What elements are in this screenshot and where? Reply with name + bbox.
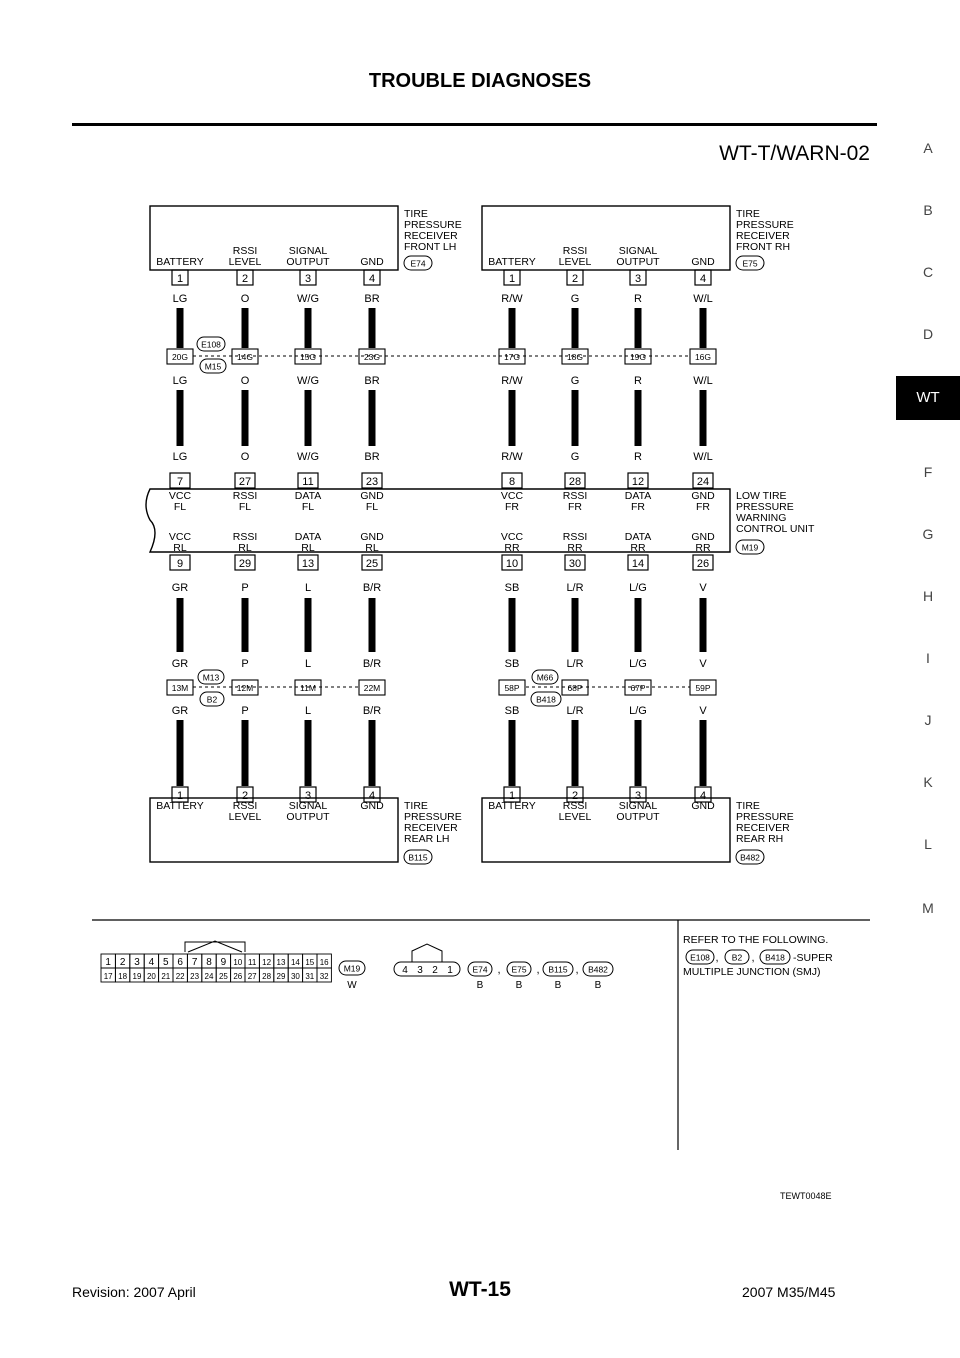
receiver-pin-label: LEVEL [558,811,592,823]
wire-color-label: O [240,451,250,463]
wire [242,720,249,786]
m19-pin-label: 18 [118,972,128,981]
control-unit-pin-label: GND [360,490,384,502]
wire [369,308,376,348]
control-unit-pin-label: RSSI [562,531,588,543]
section-index-c[interactable]: C [922,264,934,280]
wire-color-label: LG [172,451,188,463]
receiver-pin-label: RSSI [232,245,258,257]
control-unit-pin-label: 9 [176,558,184,570]
wire [177,720,184,786]
joint-pin-label: 11M [300,683,316,693]
m19-pin-label: 25 [218,972,228,981]
receiver-pin-rlh-label: 1 [176,790,184,802]
joint-pin-label: 19G [629,352,647,362]
control-unit-name: CONTROL UNIT [736,523,815,535]
m19-pin-label: 32 [319,972,329,981]
control-unit-pin-label: 28 [568,476,582,488]
m19-color: W [347,980,357,991]
refer-connector-B418-label: B418 [765,952,785,963]
connector-m19-view-label: M19 [343,963,361,974]
receiver-pin-label: SIGNAL [618,800,658,812]
receiver-name-frh: RECEIVER [736,230,790,242]
control-unit-pin-label: RR [567,542,583,554]
wire-color-label: L/G [629,658,647,670]
receiver-pin-label: BATTERY [156,256,204,268]
receiver-name-rrh: TIRE [736,800,760,812]
small-connector-pin: 1 [447,965,453,976]
wire-color-label: BR [364,293,380,305]
joint-pin-label: 67P [630,683,646,693]
wire-color-label: W/G [297,375,319,387]
wire [305,308,312,348]
wire-color-label: O [240,375,250,387]
receiver-pin-label: GND [691,800,715,812]
receiver-pin-flh-label: 1 [176,273,184,285]
m19-pin-label: 22 [175,972,185,981]
joint-pin-label: 17G [503,352,521,362]
wire-color-label: B/R [362,582,382,594]
control-unit-pin-label: RR [630,542,646,554]
section-index-l[interactable]: L [924,836,932,852]
wire-color-label: LG [172,293,188,305]
wire [177,308,184,348]
m19-pin-label: 16 [319,958,329,967]
section-index-j[interactable]: J [924,712,932,728]
m19-pin-label: 20 [146,972,156,981]
wire-color-label: R [634,293,642,305]
control-unit-pin-label: RSSI [232,531,258,543]
connector-M66-label: M66 [536,672,554,683]
control-unit-pin-label: 30 [568,558,582,570]
page-title: TROUBLE DIAGNOSES [368,70,592,92]
wire-color-label: GR [171,658,189,670]
wire [700,720,707,786]
receiver-pin-frh-label: 2 [571,273,579,285]
m19-pin-label: 27 [247,972,257,981]
wire [700,390,707,446]
m19-pin-label: 13 [276,958,286,967]
joint-pin-label: 23G [363,352,381,362]
wire-color-label: O [240,293,250,305]
wire-color-label: G [570,451,580,463]
receiver-pin-flh-label: 3 [304,273,312,285]
m19-pin-label: 5 [163,957,169,968]
separator: , [536,964,540,976]
wire-color-label: W/G [297,293,319,305]
receiver-pin-label: OUTPUT [286,256,330,268]
receiver-pin-label: GND [691,256,715,268]
control-unit-pin-label: RL [301,542,315,554]
receiver-name-frh: TIRE [736,208,760,220]
section-index-h[interactable]: H [922,588,934,604]
connector-B482-label: B482 [740,852,760,863]
m19-pin-label: 2 [119,957,126,968]
joint-pin-label: 12M [236,683,254,693]
m19-pin-label: 30 [290,972,300,981]
wire [242,308,249,348]
receiver-name-rlh: RECEIVER [404,822,458,834]
receiver-name-rrh: REAR RH [736,833,784,845]
joint-pin-label: 20G [171,352,189,362]
connector-view-E74-label: E74 [472,964,488,975]
section-index-a[interactable]: A [923,140,933,156]
m19-pin-label: 8 [206,957,212,968]
control-unit-pin-label: VCC [500,531,524,543]
wire-color-label: R [634,451,642,463]
wire-color-label: P [241,582,249,594]
receiver-pin-label: SIGNAL [288,245,328,257]
control-unit-pin-label: 26 [696,558,710,570]
wire-color-label: W/L [693,293,713,305]
control-unit-pin-label: FR [631,501,645,513]
connector-B2-label: B2 [206,694,218,705]
receiver-pin-flh-label: 2 [241,273,249,285]
receiver-pin-rlh-label: 3 [304,790,312,802]
diagram-code: WT-T/WARN-02 [719,142,870,165]
receiver-pin-label: BATTERY [488,256,536,268]
receiver-pin-label: LEVEL [228,256,262,268]
wire [700,308,707,348]
connector-M15-label: M15 [204,361,222,372]
m19-pin-label: 29 [276,972,286,981]
refer-note-line1: REFER TO THE FOLLOWING. [683,934,829,946]
control-unit-pin-label: DATA [294,531,322,543]
wire-color-label: BR [364,451,380,463]
control-unit-pin-label: GND [691,490,715,502]
receiver-name-rlh: PRESSURE [404,811,462,823]
m19-pin-label: 15 [305,958,315,967]
wire-color-label: R/W [501,293,523,305]
receiver-pin-label: RSSI [562,245,588,257]
receiver-pin-flh-label: 4 [368,273,376,285]
m19-pin-label: 1 [105,957,111,968]
footer-page-number: WT-15 [449,1278,511,1301]
control-unit-pin-label: 29 [238,558,252,570]
receiver-pin-label: RSSI [562,800,588,812]
m19-pin-label: 31 [305,972,315,981]
control-unit-pin-label: 7 [176,476,184,488]
connector-M13-label: M13 [202,672,220,683]
receiver-name-flh: RECEIVER [404,230,458,242]
wire-color-label: P [241,658,249,670]
receiver-name-rrh: RECEIVER [736,822,790,834]
footer-revision: Revision: 2007 April [72,1284,196,1300]
receiver-pin-label: OUTPUT [616,811,660,823]
wire [305,598,312,652]
receiver-pin-label: SIGNAL [288,800,328,812]
control-unit-pin-label: RR [504,542,520,554]
joint-pin-label: 58P [504,683,520,693]
m19-pin-label: 9 [220,957,227,968]
m19-pin-label: 7 [191,957,198,968]
joint-pin-label: 68P [567,683,583,693]
control-unit-pin-label: 24 [696,476,710,488]
wire-color-label: L/R [566,582,584,594]
wire-color-label: LG [172,375,188,387]
receiver-pin-rlh-label: 4 [368,790,376,802]
connector-color: B [515,980,523,991]
wire-color-label: W/L [693,451,713,463]
receiver-pin-rrh-label: 2 [571,790,579,802]
m19-pin-label: 11 [248,958,257,967]
control-unit-pin-label: 13 [301,558,315,570]
m19-pin-label: 23 [190,972,200,981]
wire-color-label: G [570,375,580,387]
control-unit-pin-label: RL [365,542,379,554]
wire-color-label: B/R [362,658,382,670]
wire [369,598,376,652]
m19-pin-label: 12 [262,958,272,967]
wire [509,598,516,652]
wire-color-label: L/R [566,705,584,717]
control-unit-pin-label: RL [238,542,252,554]
receiver-pin-frh-label: 4 [699,273,707,285]
control-unit-pin-label: 23 [365,476,379,488]
wire-color-label: B/R [362,705,382,717]
wire [572,598,579,652]
receiver-name-flh: PRESSURE [404,219,462,231]
wire-color-label: V [699,582,707,594]
section-index-k[interactable]: K [923,774,933,790]
m19-pin-label: 14 [290,958,300,967]
m19-pin-label: 6 [177,957,183,968]
joint-pin-label: 15G [299,352,317,362]
wire [635,598,642,652]
m19-pin-label: 26 [233,972,243,981]
control-unit-pin-label: 11 [302,476,314,488]
connector-E75-label: E75 [742,258,758,269]
receiver-pin-label: BATTERY [488,800,536,812]
connector-color: B [476,980,484,991]
connector-B418-label: B418 [536,694,556,705]
control-unit-pin-label: FR [696,501,710,513]
separator: , [751,952,755,964]
receiver-pin-frh-label: 1 [508,273,516,285]
receiver-pin-rrh-label: 1 [508,790,516,802]
receiver-pin-rlh-label: 2 [241,790,249,802]
wire-color-label: W/L [693,375,713,387]
receiver-pin-label: GND [360,256,384,268]
m19-pin-label: 28 [262,972,272,981]
receiver-pin-label: GND [360,800,384,812]
wire [369,390,376,446]
separator: , [497,964,501,976]
receiver-name-flh: FRONT LH [404,241,457,253]
connector-M19-label: M19 [741,542,759,553]
receiver-pin-label: SIGNAL [618,245,658,257]
refer-note-line3: MULTIPLE JUNCTION (SMJ) [683,966,821,978]
figure-reference-code: TEWT0048E [780,1191,832,1201]
wire-color-label: R/W [501,375,523,387]
control-unit-pin-label: VCC [500,490,524,502]
m19-pin-label: 21 [161,972,171,981]
wire [509,720,516,786]
wire-color-label: L/G [629,582,647,594]
receiver-name-flh: TIRE [404,208,428,220]
wire [572,308,579,348]
section-index-b[interactable]: B [923,202,933,218]
connector-color: B [554,980,562,991]
section-index-i[interactable]: I [926,650,930,666]
control-unit-pin-label: VCC [168,490,192,502]
wire-color-label: L/R [566,658,584,670]
receiver-name-rrh: PRESSURE [736,811,794,823]
wire-color-label: BR [364,375,380,387]
wire [509,308,516,348]
receiver-pin-label: OUTPUT [286,811,330,823]
wire [242,390,249,446]
m19-pin-label: 24 [204,972,214,981]
receiver-name-frh: FRONT RH [736,241,791,253]
wire [700,598,707,652]
wire-color-label: R [634,375,642,387]
connector-E74-label: E74 [410,258,426,269]
wire-color-label: R/W [501,451,523,463]
wire [635,390,642,446]
connector-view-B482-label: B482 [588,964,608,975]
wire-color-label: SB [504,582,520,594]
joint-pin-label: 22M [363,683,381,693]
wire [305,720,312,786]
control-unit-pin-label: DATA [624,490,652,502]
wire [242,598,249,652]
section-index-m[interactable]: M [922,900,934,916]
receiver-pin-label: LEVEL [228,811,262,823]
control-unit-pin-label: FR [568,501,582,513]
wire-color-label: L [304,582,312,594]
m19-pin-label: 19 [132,972,142,981]
receiver-pin-rrh-label: 3 [634,790,642,802]
control-unit-pin-label: RSSI [232,490,258,502]
wire-color-label: P [241,705,249,717]
control-unit-pin-label: RL [173,542,187,554]
wire [369,720,376,786]
section-index-d[interactable]: D [922,326,934,342]
section-index-g[interactable]: G [922,526,934,542]
control-unit-name: WARNING [736,512,787,524]
control-unit-pin-label: DATA [624,531,652,543]
joint-pin-label: 14G [236,352,254,362]
wire-color-label: SB [504,658,520,670]
control-unit-pin-label: FL [173,501,187,513]
control-unit-pin-label: RR [695,542,711,554]
connector-B115-label: B115 [408,852,428,863]
footer-model: 2007 M35/M45 [742,1284,836,1300]
section-index-f[interactable]: F [923,464,933,480]
control-unit-pin-label: 12 [631,476,645,488]
control-unit-pin-label: VCC [168,531,192,543]
joint-pin-label: 16G [694,352,712,362]
receiver-name-rlh: REAR LH [404,833,450,845]
wire-color-label: W/G [297,451,319,463]
receiver-pin-frh-label: 3 [634,273,642,285]
wire [305,390,312,446]
receiver-pin-rrh-label: 4 [699,790,707,802]
wire-color-label: SB [504,705,520,717]
wire [177,598,184,652]
control-unit-pin-label: FL [301,501,315,513]
control-unit-pin-label: GND [691,531,715,543]
wire [509,390,516,446]
wire [177,390,184,446]
m19-pin-label: 10 [233,958,243,967]
receiver-pin-label: BATTERY [156,800,204,812]
control-unit-pin-label: FL [238,501,252,513]
wire-color-label: GR [171,705,189,717]
connector-view-E75-label: E75 [511,964,527,975]
small-connector-pin: 2 [432,965,438,976]
control-unit-name: PRESSURE [736,501,794,513]
wire [572,720,579,786]
section-index-wt[interactable]: WT [896,376,960,420]
joint-pin-label: 59P [695,683,711,693]
small-connector-pin: 3 [417,965,423,976]
connector-E108-label: E108 [201,339,221,350]
control-unit-pin-label: FR [505,501,519,513]
small-connector-pin: 4 [402,965,408,976]
wire-color-label: L/G [629,705,647,717]
m19-lock [185,942,245,952]
refer-connector-B2-label: B2 [731,952,743,963]
wire-color-label: GR [171,582,189,594]
control-unit-pin-label: 27 [238,476,252,488]
receiver-pin-label: RSSI [232,800,258,812]
control-unit-pin-label: GND [360,531,384,543]
control-unit-pin-label: FL [365,501,379,513]
m19-pin-label: 4 [148,957,155,968]
control-unit-name: LOW TIRE [736,490,787,502]
receiver-name-frh: PRESSURE [736,219,794,231]
receiver-pin-label: LEVEL [558,256,592,268]
control-unit-pin-label: 25 [365,558,379,570]
wire [635,720,642,786]
separator: , [575,964,579,976]
receiver-pin-label: OUTPUT [616,256,660,268]
control-unit-pin-label: 8 [508,476,516,488]
wire-color-label: L [304,705,312,717]
connector-color: B [594,980,602,991]
wire-color-label: G [570,293,580,305]
m19-lock-tab [188,941,242,952]
wire [635,308,642,348]
wire-color-label: L [304,658,312,670]
wire-color-label: V [699,705,707,717]
m19-pin-label: 17 [103,972,113,981]
small-connector-lock [412,944,442,962]
control-unit-pin-label: 10 [505,558,519,570]
wire [572,390,579,446]
refer-connector-E108-label: E108 [690,952,710,963]
control-unit-pin-label: DATA [294,490,322,502]
receiver-name-rlh: TIRE [404,800,428,812]
m19-pin-label: 3 [134,957,140,968]
connector-view-B115-label: B115 [548,964,568,975]
control-unit-pin-label: RSSI [562,490,588,502]
wire-color-label: V [699,658,707,670]
control-unit-pin-label: 14 [631,558,645,570]
refer-note-suffix: -SUPER [793,952,833,964]
joint-pin-label: 13M [171,683,189,693]
joint-pin-label: 18G [566,352,584,362]
separator: , [715,952,719,964]
